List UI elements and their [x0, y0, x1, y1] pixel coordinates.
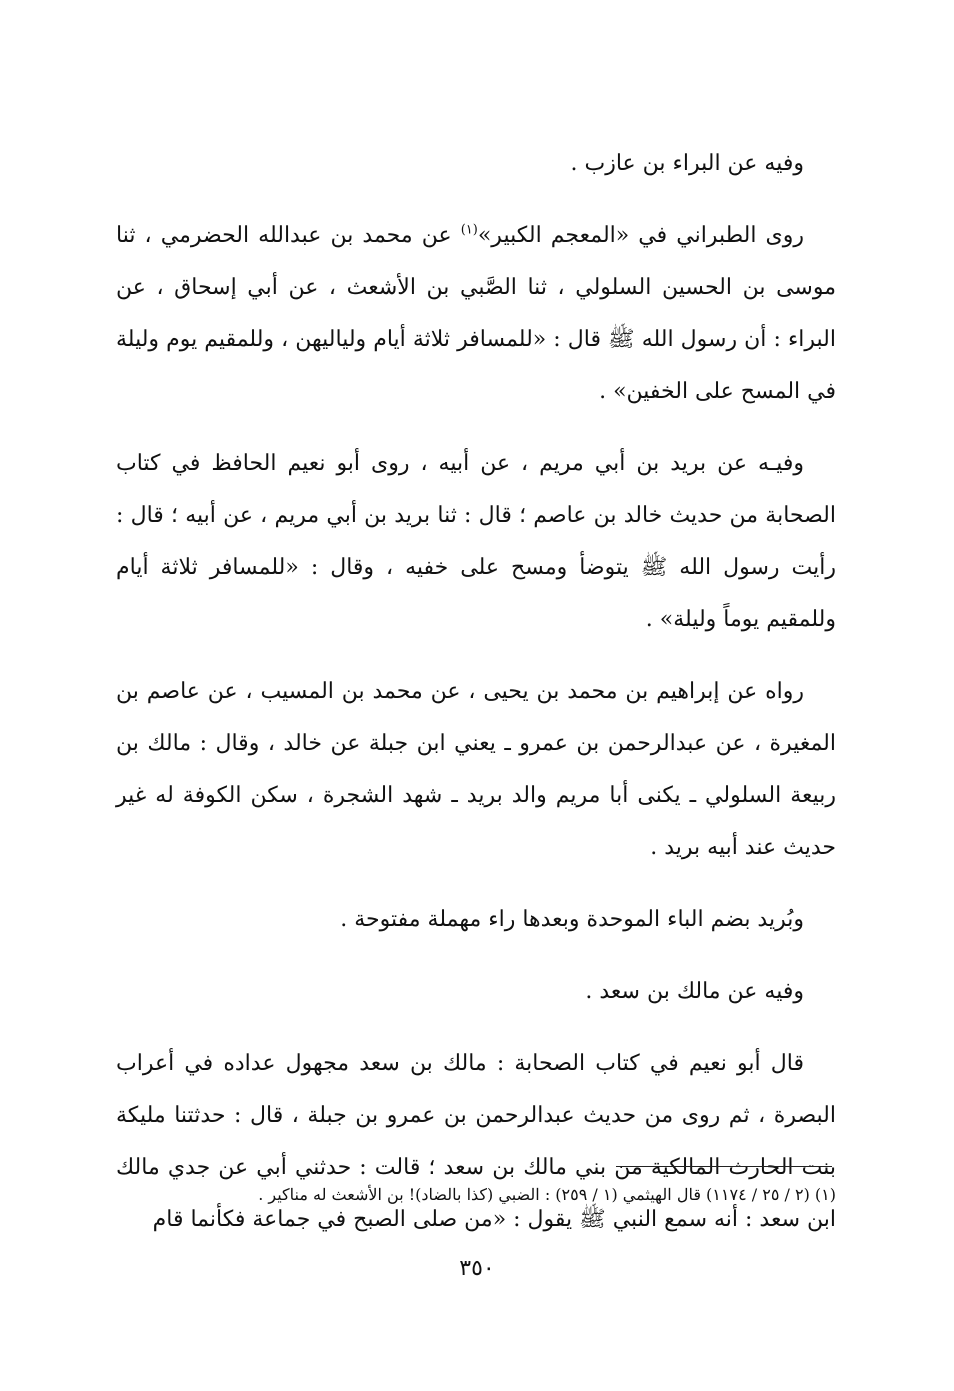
- paragraph-5: وبُريد بضم الباء الموحدة وبعدها راء مهملة مفتوحة .: [340, 907, 804, 932]
- page-number: ٣٥٠: [459, 1256, 495, 1281]
- main-text: [116, 138, 836, 1266]
- footnote-reference: (١): [460, 222, 478, 238]
- paragraph-4: رواه عن إبراهيم بن محمد بن يحيى ، عن محمد بن المسيب ، عن عاصم بن المغيرة ، عن عبدالرحمن بن عمرو ـ يعني ابن جبلة عن خالد ، وقال : مالك بن ربيعة السلولي ـ يكنى أبا مريم والد بريد ـ شهد الشجرة ، سكن الكوفة له غير حديث عند أبيه بريد .: [116, 679, 836, 860]
- paragraph-2-start: روى الطبراني في «المعجم الكبير»: [477, 223, 804, 248]
- paragraph-3: وفيـه عن بريد بن أبي مريم ، عن أبيه ، روى أبو نعيم الحافظ في كتاب الصحابة من حديث خالد بن عاصم ؛ قال : ثنا بريد بن أبي مريم ، عن أبيه ؛ قال : رأيت رسول الله ﷺ يتوضأ ومسح على خفيه ، وقال : «للمسافر ثلاثة أيام وللمقيم يوماً وليلة» .: [116, 451, 836, 632]
- paragraph-7: قال أبو نعيم في كتاب الصحابة : مالك بن سعد مجهول عداده في أعراب البصرة ، ثم روى من حديث عبدالرحمن بن عمرو بن جبلة ، قال : حدثتنا مليكة بنت الحارث المالكية من بني مالك بن سعد ؛ قالت : حدثني أبي عن جدي مالك ابن سعد : أنه سمع النبي ﷺ يقول : «من صلى الصبح في جماعة فكأنما قام: [116, 1051, 836, 1232]
- paragraph-6: وفيه عن مالك بن سعد .: [585, 979, 804, 1004]
- paragraph-1: وفيه عن البراء بن عازب .: [570, 151, 804, 176]
- footnote-divider: [616, 1166, 832, 1167]
- footnote: (١) (٢ / ٢٥ / ١١٧٤) قال الهيثمي (١ / ٢٥٩) : الضبي (كذا بالضاد)! بن الأشعث له مناكير .: [258, 1185, 836, 1204]
- paragraph-2: [116, 210, 836, 418]
- paragraph-2-rest: عن محمد بن عبدالله الحضرمي ، ثنا موسى بن الحسين السلولي ، ثنا الصَّبي بن الأشعث ، عن أبي إسحاق ، عن البراء : أن رسول الله ﷺ قال : «للمسافر ثلاثة أيام ولياليهن ، وللمقيم يوم وليلة في المسح على الخفين» .: [116, 223, 836, 404]
